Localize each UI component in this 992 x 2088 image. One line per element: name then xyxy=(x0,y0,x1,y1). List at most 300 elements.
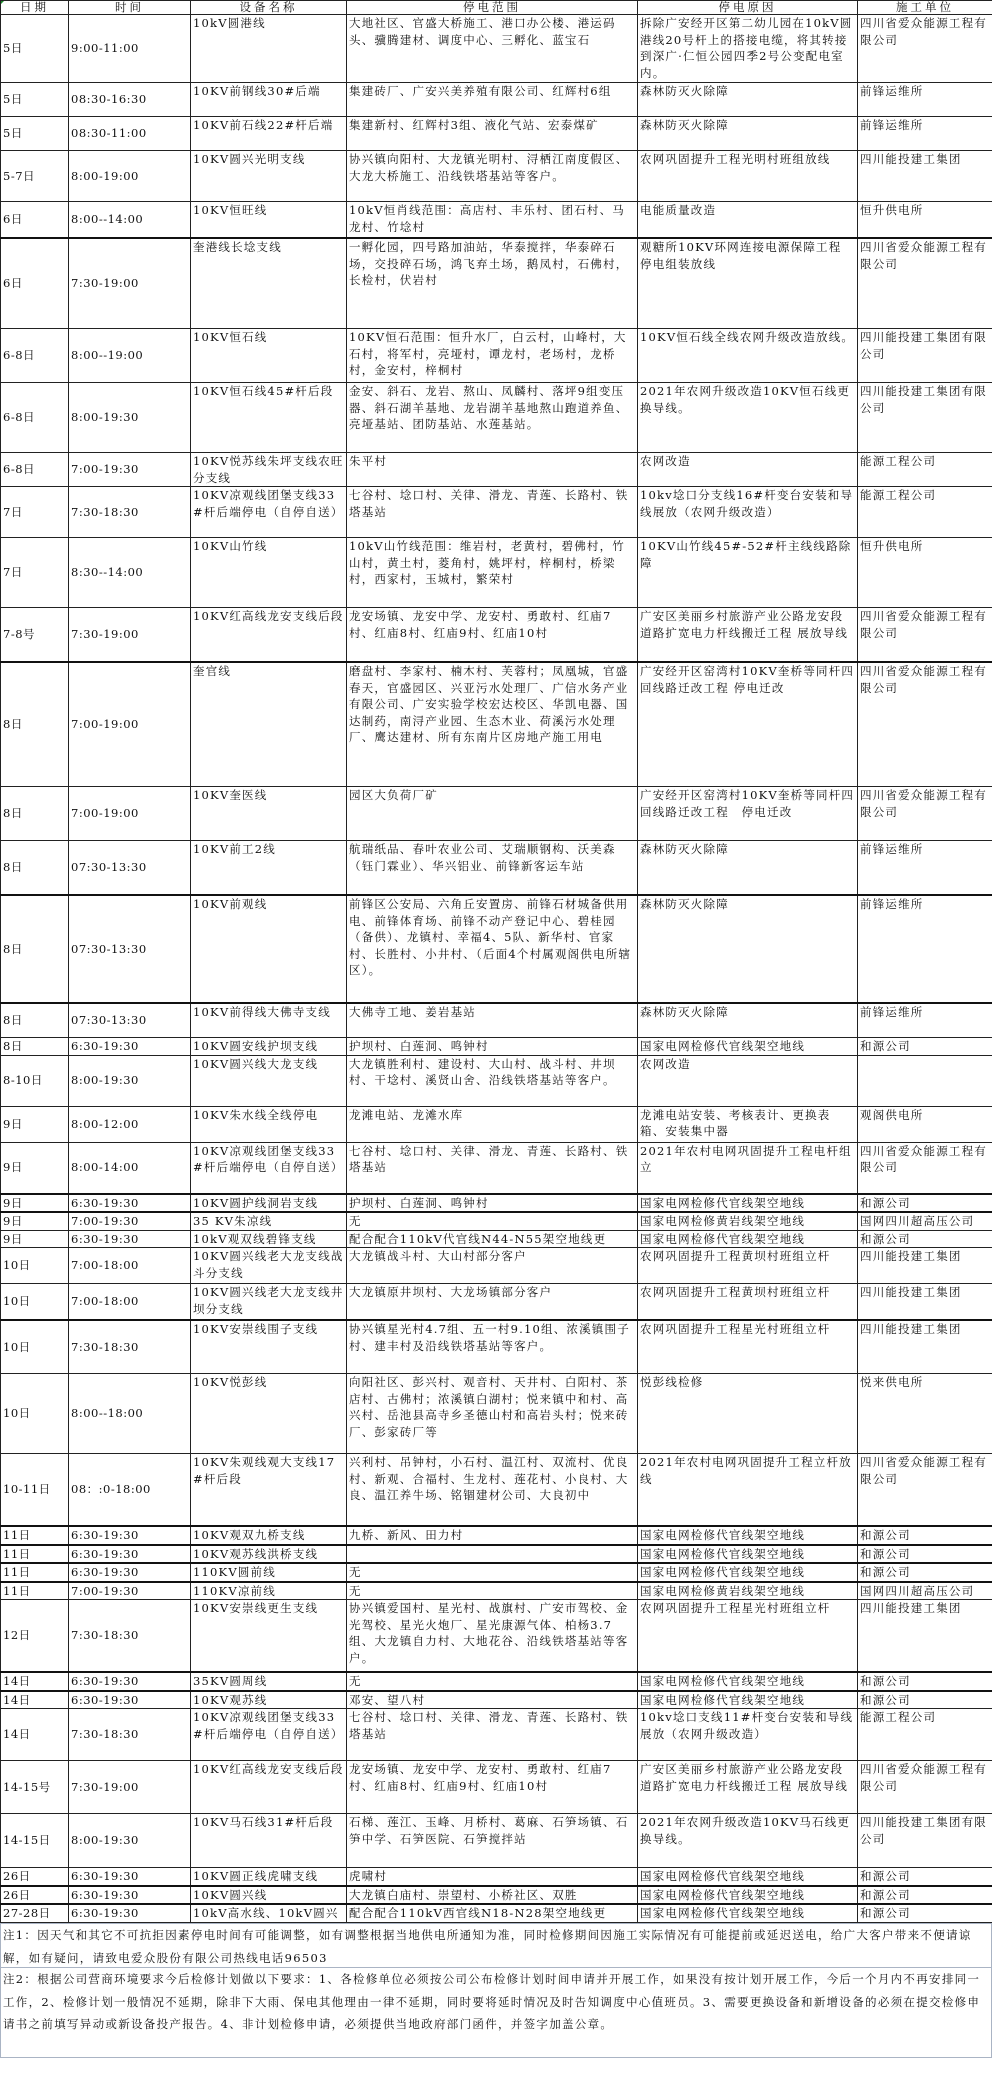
header-device: 设备名称 xyxy=(191,1,347,15)
cell-area: 金安、斜石、龙岩、熬山、凤麟村、落坪9组变压器、斜石湖羊基地、龙岩湖羊基地熬山跑道养鱼、亮垭基站、团防基站、水莲基站。 xyxy=(347,383,638,453)
cell-area: 协兴镇向阳村、大龙镇光明村、浔栖江南度假区、大龙大桥施工、沿线铁塔基站等客户。 xyxy=(347,151,638,202)
cell-time: 6:30-19:30 xyxy=(69,1194,191,1213)
table-row xyxy=(1,1672,992,1691)
cell-reason: 广安经开区窑湾村10KV奎桥等同杆四回线路迁改工程 停电迁改 xyxy=(638,662,858,787)
cell-unit: 四川省爱众能源工程有限公司 xyxy=(858,662,992,787)
cell-area: 10KV恒石范围：恒升水厂，白云村，山峰村，大石村，将军村，亮垭村，谭龙村，老场村，龙桥村，金安村，梓桐村 xyxy=(347,329,638,383)
table-row xyxy=(1,1055,992,1106)
cell-time: 7:00-18:00 xyxy=(69,1284,191,1321)
cell-date: 8日 xyxy=(1,1038,69,1056)
cell-reason: 10KV山竹线45#-52#杆主线线路除障 xyxy=(638,538,858,608)
cell-date: 9日 xyxy=(1,1212,69,1230)
cell-unit: 前锋运维所 xyxy=(858,1003,992,1038)
cell-device: 35 KV朱凉线 xyxy=(191,1212,347,1230)
header-reason: 停电原因 xyxy=(638,1,858,15)
cell-date: 9日 xyxy=(1,1142,69,1194)
cell-unit: 四川能投建工集团 xyxy=(858,1284,992,1321)
cell-area: 配合配合110kV代官线N44-N55架空地线更 xyxy=(347,1230,638,1248)
cell-unit: 四川省爱众能源工程有限公司 xyxy=(858,1142,992,1194)
cell-time: 8:00-19:30 xyxy=(69,1814,191,1868)
cell-device: 10KV前钢线30#后端 xyxy=(191,83,347,117)
table-row xyxy=(1,151,992,202)
table-row xyxy=(1,1230,992,1248)
cell-date: 10日 xyxy=(1,1320,69,1374)
cell-area: 护坝村、白莲洞、鸣钟村 xyxy=(347,1194,638,1213)
cell-unit: 恒升供电所 xyxy=(858,538,992,608)
cell-area: 朱平村 xyxy=(347,453,638,487)
cell-time: 08:30-11:00 xyxy=(69,117,191,151)
cell-reason: 国家电网检修代官线架空地线 xyxy=(638,1691,858,1709)
cell-reason: 悦彭线检修 xyxy=(638,1374,858,1454)
table-row xyxy=(1,1600,992,1673)
cell-device: 35KV圆周线 xyxy=(191,1672,347,1691)
cell-date: 14-15号 xyxy=(1,1761,69,1814)
cell-unit: 和源公司 xyxy=(858,1526,992,1545)
cell-date: 5-7日 xyxy=(1,151,69,202)
cell-area: 无 xyxy=(347,1582,638,1600)
cell-date: 9日 xyxy=(1,1230,69,1248)
cell-device: 10KV圆安线护坝支线 xyxy=(191,1038,347,1056)
cell-time: 8:00--18:00 xyxy=(69,1374,191,1454)
cell-reason: 10kv埝口支线11#杆变台安装和导线展放（农网升级改造） xyxy=(638,1709,858,1761)
cell-reason: 国家电网检修代官线架空地线 xyxy=(638,1868,858,1886)
cell-date: 14日 xyxy=(1,1709,69,1761)
cell-reason: 农网巩固提升工程星光村班组立杆 xyxy=(638,1600,858,1673)
cell-reason: 国家电网检修代官线架空地线 xyxy=(638,1194,858,1213)
cell-device: 奎官线 xyxy=(191,662,347,787)
cell-area: 七谷村、埝口村、关律、滑龙、青莲、长路村、铁塔基站 xyxy=(347,1709,638,1761)
table-row xyxy=(1,238,992,329)
cell-time: 6:30-19:30 xyxy=(69,1886,191,1905)
cell-reason: 龙滩电站安装、考核表计、更换表箱、安装集中器 xyxy=(638,1106,858,1142)
table-row xyxy=(1,117,992,151)
cell-device: 10KV圆兴光明支线 xyxy=(191,151,347,202)
cell-time: 7:30-18:30 xyxy=(69,1709,191,1761)
cell-device: 10KV安崇线更生支线 xyxy=(191,1600,347,1673)
cell-unit: 四川省爱众能源工程有限公司 xyxy=(858,15,992,83)
cell-device: 10KV朱观线观大支线17#杆后段 xyxy=(191,1454,347,1527)
cell-area: 无 xyxy=(347,1672,638,1691)
cell-time: 08：:0-18:00 xyxy=(69,1454,191,1527)
table-row xyxy=(1,453,992,487)
cell-area: 大龙镇白庙村、崇望村、小桥社区、双胜 xyxy=(347,1886,638,1905)
table-row xyxy=(1,1582,992,1600)
cell-reason: 国家电网检修代官线架空地线 xyxy=(638,1526,858,1545)
cell-unit: 前锋运维所 xyxy=(858,83,992,117)
table-row xyxy=(1,1003,992,1038)
cell-date: 8日 xyxy=(1,1003,69,1038)
cell-time: 08:30-16:30 xyxy=(69,83,191,117)
cell-reason: 农网改造 xyxy=(638,1055,858,1106)
cell-area: 九桥、新风、田力村 xyxy=(347,1526,638,1545)
cell-date: 10-11日 xyxy=(1,1454,69,1527)
header-time: 时间 xyxy=(69,1,191,15)
cell-time: 7:00-18:00 xyxy=(69,1248,191,1284)
cell-date: 10日 xyxy=(1,1284,69,1321)
cell-time: 7:30-19:00 xyxy=(69,608,191,663)
cell-device: 10KV马石线31#杆后段 xyxy=(191,1814,347,1868)
cell-unit: 和源公司 xyxy=(858,1868,992,1886)
cell-time: 07:30-13:30 xyxy=(69,841,191,896)
cell-date: 12日 xyxy=(1,1600,69,1673)
table-row xyxy=(1,1106,992,1142)
cell-area: 集建新村、红辉村3组、液化气站、宏泰煤矿 xyxy=(347,117,638,151)
cell-unit: 国网四川超高压公司 xyxy=(858,1212,992,1230)
cell-unit xyxy=(858,1055,992,1106)
table-row xyxy=(1,1038,992,1056)
cell-time: 7:30-18:30 xyxy=(69,487,191,538)
table-row xyxy=(1,787,992,841)
cell-area: 10kV恒肖线范围：高店村、丰乐村、团石村、马龙村、竹埝村 xyxy=(347,202,638,239)
cell-date: 11日 xyxy=(1,1563,69,1582)
cell-area: 大地社区、官盛大桥施工、港口办公楼、港运码头、骥腾建材、调度中心、三孵化、蓝宝石 xyxy=(347,15,638,83)
cell-area: 配合配合110kV西官线N18-N28架空地线更 xyxy=(347,1904,638,1922)
table-row xyxy=(1,1454,992,1527)
cell-time: 8:00-19:30 xyxy=(69,1055,191,1106)
cell-reason: 森林防灭火除障 xyxy=(638,83,858,117)
cell-reason: 10KV恒石线全线农网升级改造放线。 xyxy=(638,329,858,383)
cell-area: 邓安、望八村 xyxy=(347,1691,638,1709)
cell-time: 7:30-18:30 xyxy=(69,1320,191,1374)
cell-time: 7:00-19:30 xyxy=(69,1582,191,1600)
cell-device: 10KV红高线龙安支线后段 xyxy=(191,1761,347,1814)
cell-device: 10KV圆兴线大龙支线 xyxy=(191,1055,347,1106)
cell-unit: 前锋运维所 xyxy=(858,895,992,1003)
cell-unit: 观阁供电所 xyxy=(858,1106,992,1142)
cell-date: 9日 xyxy=(1,1106,69,1142)
table-row xyxy=(1,1886,992,1905)
cell-area: 园区大负荷厂矿 xyxy=(347,787,638,841)
cell-reason: 国家电网检修代官线架空地线 xyxy=(638,1230,858,1248)
cell-unit: 和源公司 xyxy=(858,1038,992,1056)
table-row xyxy=(1,1212,992,1230)
cell-device: 10KV朱水线全线停电 xyxy=(191,1106,347,1142)
cell-time: 8:00-14:00 xyxy=(69,1142,191,1194)
cell-time: 7:00-19:30 xyxy=(69,1212,191,1230)
cell-date: 6-8日 xyxy=(1,383,69,453)
table-row xyxy=(1,1142,992,1194)
cell-area: 前锋区公安局、六角丘安置房、前锋石材城备供用电、前锋体育场、前锋不动产登记中心、碧桂园（备供）、龙镇村、幸福4、5队、新华村、官家村、长胜村、小井村、（后面4个村属观阁供电所辖区）。 xyxy=(347,895,638,1003)
header-unit: 施工单位 xyxy=(858,1,992,15)
cell-device: 10kV圆港线 xyxy=(191,15,347,83)
cell-unit: 能源工程公司 xyxy=(858,487,992,538)
cell-area: 龙滩电站、龙滩水库 xyxy=(347,1106,638,1142)
cell-date: 5日 xyxy=(1,117,69,151)
table-row xyxy=(1,895,992,1003)
table-body xyxy=(1,15,992,1923)
table-row xyxy=(1,202,992,239)
cell-device: 110KV凉前线 xyxy=(191,1582,347,1600)
cell-date: 8日 xyxy=(1,841,69,896)
cell-reason: 国家电网检修黄岩线架空地线 xyxy=(638,1212,858,1230)
cell-time: 8:30--14:00 xyxy=(69,538,191,608)
cell-device: 奎港线长埝支线 xyxy=(191,238,347,329)
cell-date: 27-28日 xyxy=(1,1904,69,1922)
cell-date: 26日 xyxy=(1,1868,69,1886)
cell-device: 10KV凉观线团堡支线33#杆后端停电（自停自送） xyxy=(191,487,347,538)
cell-time: 7:00-19:00 xyxy=(69,662,191,787)
cell-reason: 农网巩固提升工程星光村班组立杆 xyxy=(638,1320,858,1374)
cell-reason: 广安区美丽乡村旅游产业公路龙安段道路扩宽电力杆线搬迁工程 展放导线 xyxy=(638,608,858,663)
cell-device: 10KV红高线龙安支线后段 xyxy=(191,608,347,663)
cell-unit: 和源公司 xyxy=(858,1886,992,1905)
cell-reason: 国家电网检修黄岩线架空地线 xyxy=(638,1582,858,1600)
table-row xyxy=(1,1320,992,1374)
cell-date: 6-8日 xyxy=(1,453,69,487)
cell-date: 10日 xyxy=(1,1248,69,1284)
table-row xyxy=(1,841,992,896)
cell-area: 无 xyxy=(347,1563,638,1582)
cell-time: 9:00-11:00 xyxy=(69,15,191,83)
cell-unit: 和源公司 xyxy=(858,1691,992,1709)
cell-date: 8日 xyxy=(1,895,69,1003)
note-1: 注1：因天气和其它不可抗拒因素停电时间有可能调整，如有调整根据当地供电所通知为准，同时检修期间因施工实际情况有可能提前或延迟送电，给广大客户带来不便请谅解，如有疑问，请致电爱众股份有限公司热线电话96503 xyxy=(0,1923,992,1968)
cell-reason: 广安区美丽乡村旅游产业公路龙安段道路扩宽电力杆线搬迁工程 展放导线 xyxy=(638,1761,858,1814)
header-date: 日期 xyxy=(1,1,69,15)
cell-device: 10KV悦彭线 xyxy=(191,1374,347,1454)
cell-unit: 四川省爱众能源工程有限公司 xyxy=(858,1761,992,1814)
cell-reason: 森林防灭火除障 xyxy=(638,1003,858,1038)
cell-unit: 四川能投建工集团 xyxy=(858,1320,992,1374)
cell-area: 龙安场镇、龙安中学、龙安村、勇敢村、红庙7村、红庙8村、红庙9村、红庙10村 xyxy=(347,608,638,663)
cell-date: 5日 xyxy=(1,15,69,83)
table-row xyxy=(1,1194,992,1213)
cell-time: 8:00-12:00 xyxy=(69,1106,191,1142)
cell-device: 10KV恒旺线 xyxy=(191,202,347,239)
cell-reason: 国家电网检修代官线架空地线 xyxy=(638,1904,858,1922)
cell-date: 5日 xyxy=(1,83,69,117)
table-row xyxy=(1,15,992,83)
cell-unit: 悦来供电所 xyxy=(858,1374,992,1454)
cell-area: 航瑞纸品、春叶农业公司、艾瑞顺钢构、沃美森（钰门霖业）、华兴铝业、前锋新客运车站 xyxy=(347,841,638,896)
cell-date: 14-15日 xyxy=(1,1814,69,1868)
cell-date: 11日 xyxy=(1,1526,69,1545)
cell-time: 6:30-19:30 xyxy=(69,1672,191,1691)
cell-area: 一孵化园，四号路加油站，华泰搅拌，华泰碎石场，交投碎石场，鸿飞弃土场，鹅凤村，石佛村，长检村，伏岩村 xyxy=(347,238,638,329)
cell-time: 7:00-19:30 xyxy=(69,453,191,487)
cell-area: 大龙镇原井坝村、大龙场镇部分客户 xyxy=(347,1284,638,1321)
cell-date: 6-8日 xyxy=(1,329,69,383)
cell-device: 10KV奎医线 xyxy=(191,787,347,841)
cell-date: 6日 xyxy=(1,238,69,329)
cell-area: 10kV山竹线范围：维岩村，老黄村，碧佛村，竹山村，黄土村，菱角村，姚坪村，梓桐村，桥梁村，西家村，玉城村，繁荣村 xyxy=(347,538,638,608)
table-row xyxy=(1,1563,992,1582)
table-row xyxy=(1,83,992,117)
cell-area: 七谷村、埝口村、关律、滑龙、青莲、长路村、铁塔基站 xyxy=(347,487,638,538)
table-row xyxy=(1,1709,992,1761)
cell-device: 10KV圆兴线 xyxy=(191,1886,347,1905)
cell-reason: 国家电网检修代官线架空地线 xyxy=(638,1563,858,1582)
cell-device: 10KV圆兴线老大龙支线战斗分支线 xyxy=(191,1248,347,1284)
cell-time: 07:30-13:30 xyxy=(69,895,191,1003)
cell-device: 10KV凉观线团堡支线33#杆后端停电（自停自送） xyxy=(191,1709,347,1761)
cell-device: 10KV观苏线 xyxy=(191,1691,347,1709)
cell-unit: 和源公司 xyxy=(858,1545,992,1564)
cell-unit: 和源公司 xyxy=(858,1563,992,1582)
cell-date: 7日 xyxy=(1,538,69,608)
cell-area: 兴利村、吊钟村，小石村、温江村、双流村、优良村、新观、合福村、生龙村、莲花村、小良村、大良、温江养牛场、铭锢建材公司、大良初中 xyxy=(347,1454,638,1527)
cell-unit: 四川省爱众能源工程有限公司 xyxy=(858,238,992,329)
cell-device: 10KV安崇线围子支线 xyxy=(191,1320,347,1374)
cell-reason: 国家电网检修代官线架空地线 xyxy=(638,1038,858,1056)
cell-device: 10KV圆护线洞岩支线 xyxy=(191,1194,347,1213)
cell-unit: 四川省爱众能源工程有限公司 xyxy=(858,787,992,841)
cell-date: 14日 xyxy=(1,1691,69,1709)
cell-unit: 国网四川超高压公司 xyxy=(858,1582,992,1600)
table-row xyxy=(1,1761,992,1814)
cell-device: 10KV恒石线 xyxy=(191,329,347,383)
cell-device: 10KV观双九桥支线 xyxy=(191,1526,347,1545)
cell-time: 6:30-19:30 xyxy=(69,1691,191,1709)
cell-unit: 四川能投建工集团有限公司 xyxy=(858,383,992,453)
cell-device: 10KV前石线22#杆后端 xyxy=(191,117,347,151)
cell-time: 6:30-19:30 xyxy=(69,1868,191,1886)
cell-device: 10KV山竹线 xyxy=(191,538,347,608)
cell-unit: 能源工程公司 xyxy=(858,453,992,487)
cell-reason: 2021年农网升级改造10KV恒石线更换导线。 xyxy=(638,383,858,453)
cell-time: 7:30-19:00 xyxy=(69,1761,191,1814)
header-area: 停电范围 xyxy=(347,1,638,15)
cell-date: 8日 xyxy=(1,787,69,841)
cell-time: 6:30-19:30 xyxy=(69,1563,191,1582)
notes-section xyxy=(0,1923,992,2058)
cell-reason: 农网巩固提升工程光明村班组放线 xyxy=(638,151,858,202)
table-row xyxy=(1,1284,992,1321)
table-row xyxy=(1,1526,992,1545)
cell-reason: 2021年农村电网巩固提升工程立杆放线 xyxy=(638,1454,858,1527)
cell-device: 10KV前观线 xyxy=(191,895,347,1003)
table-row xyxy=(1,1374,992,1454)
cell-area: 磨盘村、李家村、楠木村、芙蓉村；凤凰城，官盛春天，官盛园区、兴亚污水处理厂、广信水务产业有限公司、广安实验学校宏达校区、华凯电器、国达制药，南浔产业园、生态木业、荷溪污水处理厂、鹰达建材、所有东南片区房地产施工用电 xyxy=(347,662,638,787)
cell-reason: 森林防灭火除障 xyxy=(638,895,858,1003)
table-row xyxy=(1,1904,992,1922)
cell-area xyxy=(347,1545,638,1564)
cell-time: 8:00-19:30 xyxy=(69,383,191,453)
cell-device: 10KV观苏线洪桥支线 xyxy=(191,1545,347,1564)
cell-area: 集建砖厂、广安兴美养殖有限公司、红辉村6组 xyxy=(347,83,638,117)
cell-time: 7:00-19:00 xyxy=(69,787,191,841)
cell-area: 大龙镇胜利村、建设村、大山村、战斗村、井坝村、干埝村、溪贤山舍、沿线铁塔基站等客户。 xyxy=(347,1055,638,1106)
cell-area: 大佛寺工地、姜岩基站 xyxy=(347,1003,638,1038)
cell-time: 6:30-19:30 xyxy=(69,1230,191,1248)
cell-reason: 电能质量改造 xyxy=(638,202,858,239)
table-row xyxy=(1,487,992,538)
cell-unit: 和源公司 xyxy=(858,1194,992,1213)
cell-date: 11日 xyxy=(1,1545,69,1564)
cell-reason: 森林防灭火除障 xyxy=(638,117,858,151)
cell-device: 10KV前得线大佛寺支线 xyxy=(191,1003,347,1038)
cell-area: 协兴镇星光村4.7组、五一村9.10组、浓溪镇围子村、建丰村及沿线铁塔基站等客户。 xyxy=(347,1320,638,1374)
cell-device: 10KV前工2线 xyxy=(191,841,347,896)
cell-reason: 观糖所10KV环网连接电源保障工程 停电组装放线 xyxy=(638,238,858,329)
cell-area: 龙安场镇、龙安中学、龙安村、勇敢村、红庙7村、红庙8村、红庙9村、红庙10村 xyxy=(347,1761,638,1814)
cell-unit: 四川能投建工集团有限公司 xyxy=(858,329,992,383)
cell-device: 10KV恒石线45#杆后段 xyxy=(191,383,347,453)
cell-unit: 和源公司 xyxy=(858,1904,992,1922)
table-row xyxy=(1,1545,992,1564)
cell-reason: 2021年农村电网巩固提升工程电杆组立 xyxy=(638,1142,858,1194)
cell-device: 10kV高水线、10kV圆兴 xyxy=(191,1904,347,1922)
table-row xyxy=(1,1691,992,1709)
cell-unit: 和源公司 xyxy=(858,1672,992,1691)
cell-device: 10kV观双线碧锋支线 xyxy=(191,1230,347,1248)
cell-reason: 国家电网检修代官线架空地线 xyxy=(638,1886,858,1905)
cell-reason: 拆除广安经开区第二幼儿园在10kV圆港线20号杆上的搭接电缆，将其转接到深广·仁恒公园四季2号公变配电室内。 xyxy=(638,15,858,83)
cell-area: 向阳社区、彭兴村、观音村、天井村、白阳村、茶店村、古佛村；浓溪镇白湖村；悦来镇中和村、高兴村、岳池县高寺乡圣德山村和高岩头村；悦来砖厂、彭家砖厂等 xyxy=(347,1374,638,1454)
table-row xyxy=(1,662,992,787)
cell-device: 10KV圆兴线老大龙支线井坝分支线 xyxy=(191,1284,347,1321)
table-row xyxy=(1,383,992,453)
cell-unit: 四川省爱众能源工程有限公司 xyxy=(858,1454,992,1527)
cell-area: 虎啸村 xyxy=(347,1868,638,1886)
cell-date: 8日 xyxy=(1,662,69,787)
cell-reason: 10kv埝口分支线16#杆变台安装和导线展放（农网升级改造） xyxy=(638,487,858,538)
cell-date: 9日 xyxy=(1,1194,69,1213)
cell-date: 11日 xyxy=(1,1582,69,1600)
cell-unit: 四川能投建工集团 xyxy=(858,1248,992,1284)
cell-device: 10KV圆正线虎啸支线 xyxy=(191,1868,347,1886)
cell-date: 14日 xyxy=(1,1672,69,1691)
cell-unit: 四川能投建工集团 xyxy=(858,1600,992,1673)
cell-time: 07:30-13:30 xyxy=(69,1003,191,1038)
table-row xyxy=(1,608,992,663)
cell-device: 110KV圆前线 xyxy=(191,1563,347,1582)
cell-date: 8-10日 xyxy=(1,1055,69,1106)
table-row xyxy=(1,1248,992,1284)
cell-device: 10KV凉观线团堡支线33#杆后端停电（自停自送） xyxy=(191,1142,347,1194)
table-row xyxy=(1,1814,992,1868)
table-header-row xyxy=(1,1,992,15)
cell-area: 七谷村、埝口村、关律、滑龙、青莲、长路村、铁塔基站 xyxy=(347,1142,638,1194)
cell-time: 8:00-19:00 xyxy=(69,151,191,202)
cell-reason: 农网巩固提升工程黄坝村班组立杆 xyxy=(638,1284,858,1321)
cell-reason: 森林防灭火除障 xyxy=(638,841,858,896)
cell-time: 8:00--14:00 xyxy=(69,202,191,239)
table-row xyxy=(1,329,992,383)
cell-time: 6:30-19:30 xyxy=(69,1038,191,1056)
cell-reason: 农网巩固提升工程黄坝村班组立杆 xyxy=(638,1248,858,1284)
cell-area: 大龙镇战斗村、大山村部分客户 xyxy=(347,1248,638,1284)
cell-unit: 能源工程公司 xyxy=(858,1709,992,1761)
cell-date: 7-8号 xyxy=(1,608,69,663)
cell-device: 10KV悦苏线朱坪支线农旺分支线 xyxy=(191,453,347,487)
table-row xyxy=(1,1868,992,1886)
cell-area: 无 xyxy=(347,1212,638,1230)
note-2: 注2：根据公司营商环境要求今后检修计划做以下要求：1、各检修单位必须按公司公布检修计划时间申请并开展工作，如果没有按计划开展工作，今后一个月内不再安排同一工作，2、检修计划一般情况不延期，除非下大雨、保电其他理由一律不延期，同时要将延时情况及时告知调度中心值班员。3、需要更换设备和新增设备的必须在提交检修申请书之前填写异动或新设备投产报告。4、非计划检修申请，必须提供当地政府部门函件，并签字加盖公章。 xyxy=(0,1968,992,2058)
cell-unit: 前锋运维所 xyxy=(858,841,992,896)
cell-unit: 四川能投建工集团 xyxy=(858,151,992,202)
cell-time: 7:30-18:30 xyxy=(69,1600,191,1673)
cell-reason: 2021年农网升级改造10KV马石线更换导线。 xyxy=(638,1814,858,1868)
cell-reason: 农网改造 xyxy=(638,453,858,487)
cell-reason: 广安经开区窑湾村10KV奎桥等同杆四回线路迁改工程 停电迁改 xyxy=(638,787,858,841)
cell-date: 26日 xyxy=(1,1886,69,1905)
cell-unit: 恒升供电所 xyxy=(858,202,992,239)
cell-area: 护坝村、白莲洞、鸣钟村 xyxy=(347,1038,638,1056)
cell-unit: 四川省爱众能源工程有限公司 xyxy=(858,608,992,663)
cell-time: 8:00--19:00 xyxy=(69,329,191,383)
cell-time: 6:30-19:30 xyxy=(69,1904,191,1922)
cell-unit: 前锋运维所 xyxy=(858,117,992,151)
cell-time: 6:30-19:30 xyxy=(69,1545,191,1564)
cell-time: 6:30-19:30 xyxy=(69,1526,191,1545)
cell-time: 7:30-19:00 xyxy=(69,238,191,329)
cell-unit: 和源公司 xyxy=(858,1230,992,1248)
cell-area: 石梯、莲江、玉峰、月桥村、葛麻、石笋场镇、石笋中学、石笋医院、石笋搅拌站 xyxy=(347,1814,638,1868)
cell-area: 协兴镇爱国村、星光村、战旗村、广安市驾校、金光驾校、星光火炮厂、星光康源气体、柏杨3.7组、大龙镇自力村、大地花谷、沿线铁塔基站等客户。 xyxy=(347,1600,638,1673)
cell-date: 7日 xyxy=(1,487,69,538)
cell-date: 6日 xyxy=(1,202,69,239)
